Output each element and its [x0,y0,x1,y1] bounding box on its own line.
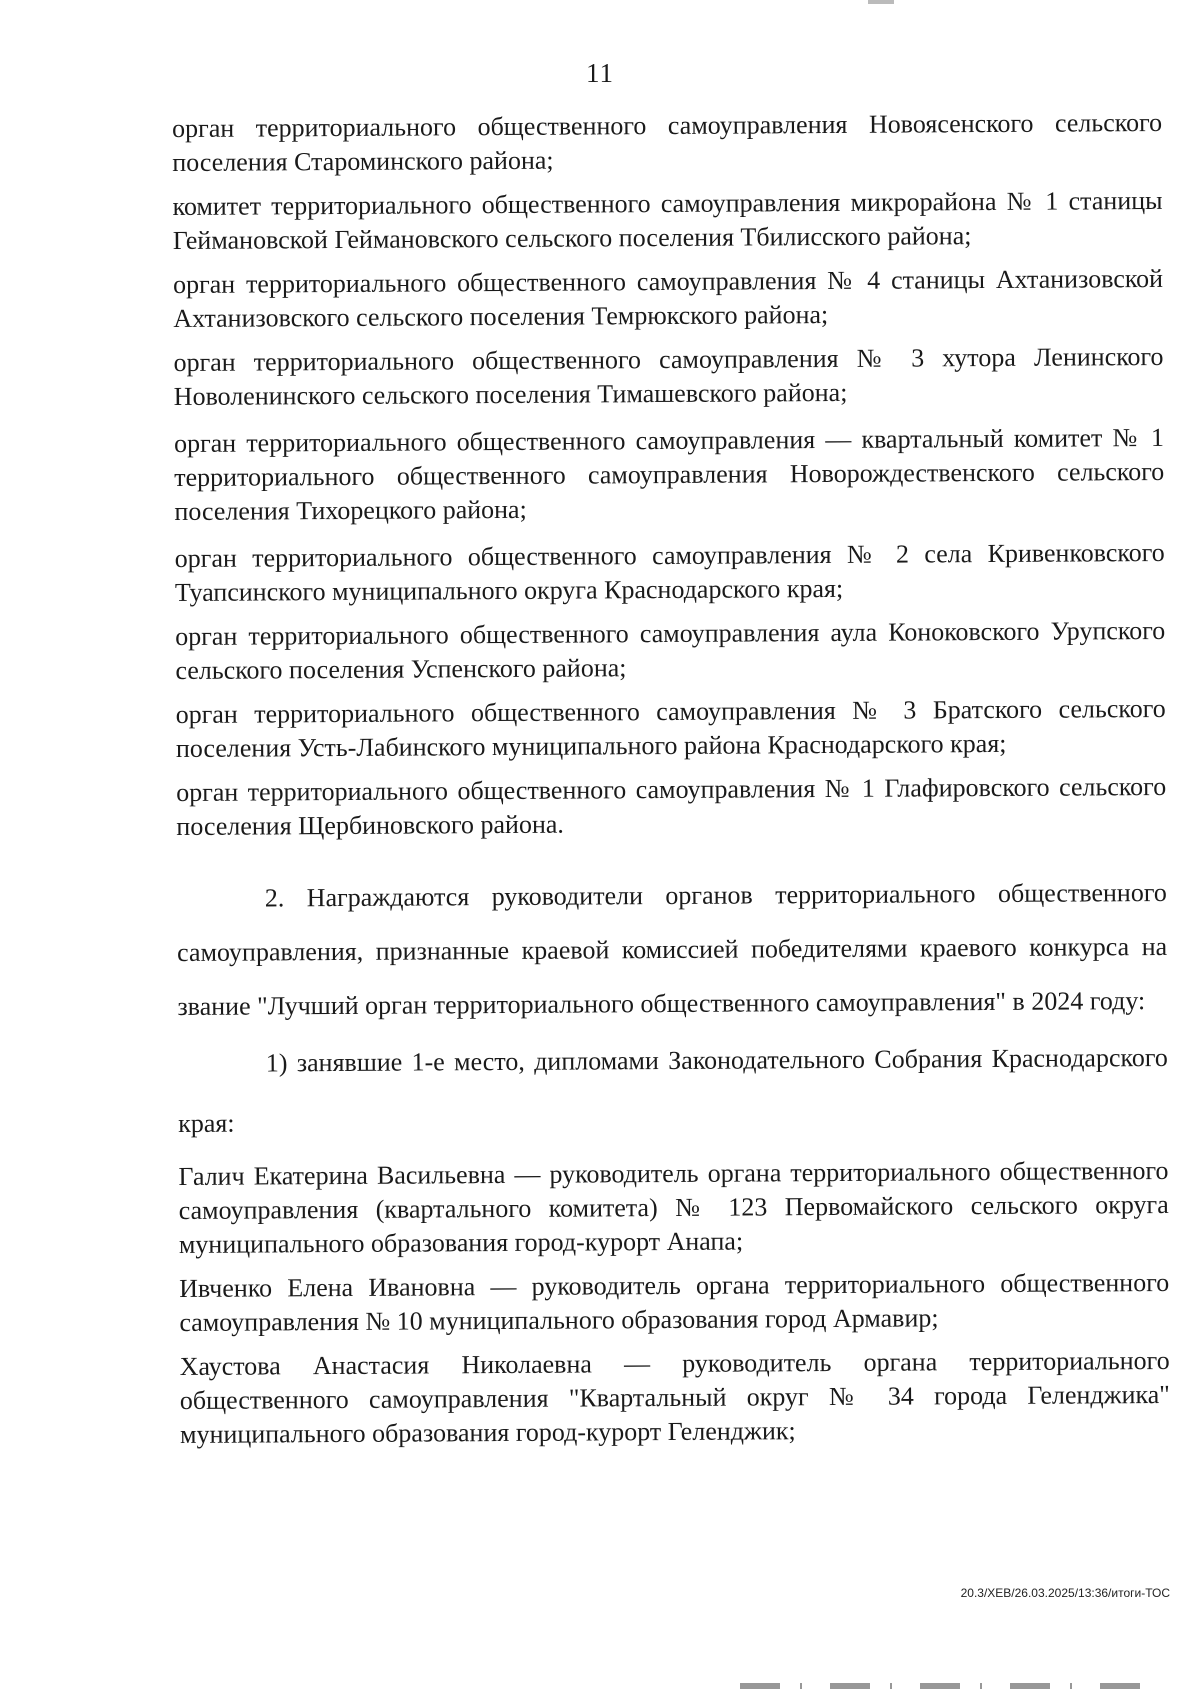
organization-list [172,106,1166,844]
document-body [172,106,1170,1462]
list-item: Галич Екатерина Васильевна — руководитель органа территориального общественного самоуправления (квартального комитета) № 123 Первомайского сельского округа муниципального образования город-курорт Анапа; [178,1155,1169,1259]
scan-artifact [868,0,894,4]
page-number: 11 [586,58,614,88]
list-item: Ивченко Елена Ивановна — руководитель органа территориального общественного самоуправления № 10 муниципального образования город Армавир; [179,1267,1170,1337]
list-item: комитет территориального общественного самоуправления микрорайона № 1 станицы Геймановской Геймановского сельского поселения Тбилисского района; [172,185,1163,255]
list-item: орган территориального общественного самоуправления аула Коноковского Урупского сельского поселения Успенского района; [175,615,1166,685]
document-reference-footer: 20.3/ХЕВ/26.03.2025/13:36/итоги-ТОС [960,1586,1170,1600]
list-item: орган территориального общественного самоуправления № 3 хутора Ленинского Новоленинского сельского поселения Тимашевского района; [173,341,1164,411]
list-item: орган территориального общественного самоуправления № 1 Глафировского сельского поселения Щербиновского района. [176,771,1167,841]
section-2-paragraph: 2. Награждаются руководители органов территориального общественного самоуправления, признанные краевой комиссией победителями краевого конкурса на звание "Лучший орган территориального общественного самоуправления" в 2024 году: [177,877,1168,1021]
subsection-1-paragraph: 1) занявшие 1-е место, дипломами Законодательного Собрания Краснодарского края: [178,1042,1168,1138]
list-item: орган территориального общественного самоуправления № 2 села Кривенковского Туапсинского муниципального округа Краснодарского края; [174,537,1165,607]
awardee-list [178,1154,1170,1452]
scan-artifact [740,1683,1160,1689]
list-item: орган территориального общественного самоуправления — квартальный комитет № 1 территориального общественного самоуправления Новорождественского сельского поселения Тихорецкого района; [173,422,1165,526]
list-item: орган территориального общественного самоуправления № 3 Братского сельского поселения Усть-Лабинского муниципального района Краснодарского края; [175,693,1166,763]
list-item: орган территориального общественного самоуправления № 4 станицы Ахтанизовской Ахтанизовского сельского поселения Темрюкского района; [172,263,1164,333]
list-item: Хаустова Анастасия Николаевна — руководитель органа территориального общественного самоуправления "Квартальный округ № 34 города Геленджика" муниципального образования город-курорт Геленджик; [179,1345,1170,1449]
list-item: орган территориального общественного самоуправления Новоясенского сельского поселения Староминского района; [172,107,1163,177]
